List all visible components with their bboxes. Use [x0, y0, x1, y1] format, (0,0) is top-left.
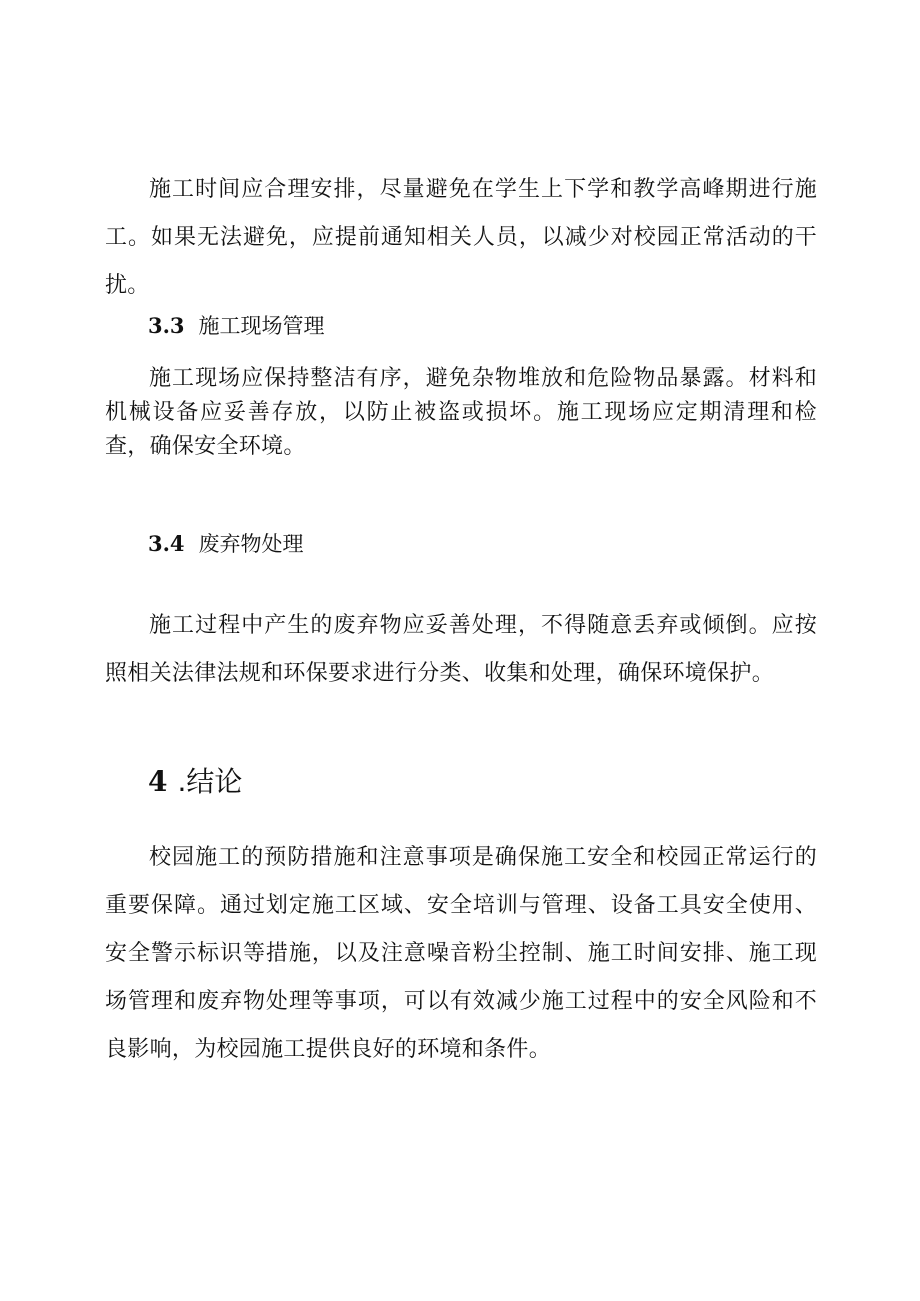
paragraph-waste-disposal: 施工过程中产生的废弃物应妥善处理，不得随意丢弃或倾倒。应按照相关法律法规和环保要求进行分类、收集和处理，确保环境保护。	[105, 613, 817, 686]
section-number: 3.4	[148, 531, 185, 556]
section-heading-4-conclusion	[148, 762, 242, 802]
section-number: 4	[148, 765, 168, 798]
paragraph-site-management: 施工现场应保持整洁有序，避免杂物堆放和危险物品暴露。材料和机械设备应妥善存放，以防止被盗或损坏。施工现场应定期清理和检查，确保安全环境。	[105, 366, 817, 459]
paragraph-construction-schedule: 施工时间应合理安排，尽量避免在学生上下学和教学高峰期进行施工。如果无法避免，应提前通知相关人员，以减少对校园正常活动的干扰。	[105, 177, 817, 298]
section-title: 施工现场管理	[198, 314, 325, 338]
section-title: .结论	[177, 765, 243, 798]
section-heading-3-3	[148, 311, 325, 341]
paragraph-conclusion: 校园施工的预防措施和注意事项是确保施工安全和校园正常运行的重要保障。通过划定施工区域、安全培训与管理、设备工具安全使用、安全警示标识等措施，以及注意噪音粉尘控制、施工时间安排、施工现场管理和废弃物处理等事项，可以有效减少施工过程中的安全风险和不良影响，为校园施工提供良好的环境和条件。	[105, 845, 817, 1062]
section-number: 3.3	[148, 313, 185, 338]
section-heading-3-4	[148, 529, 304, 559]
section-title: 废弃物处理	[198, 532, 304, 556]
